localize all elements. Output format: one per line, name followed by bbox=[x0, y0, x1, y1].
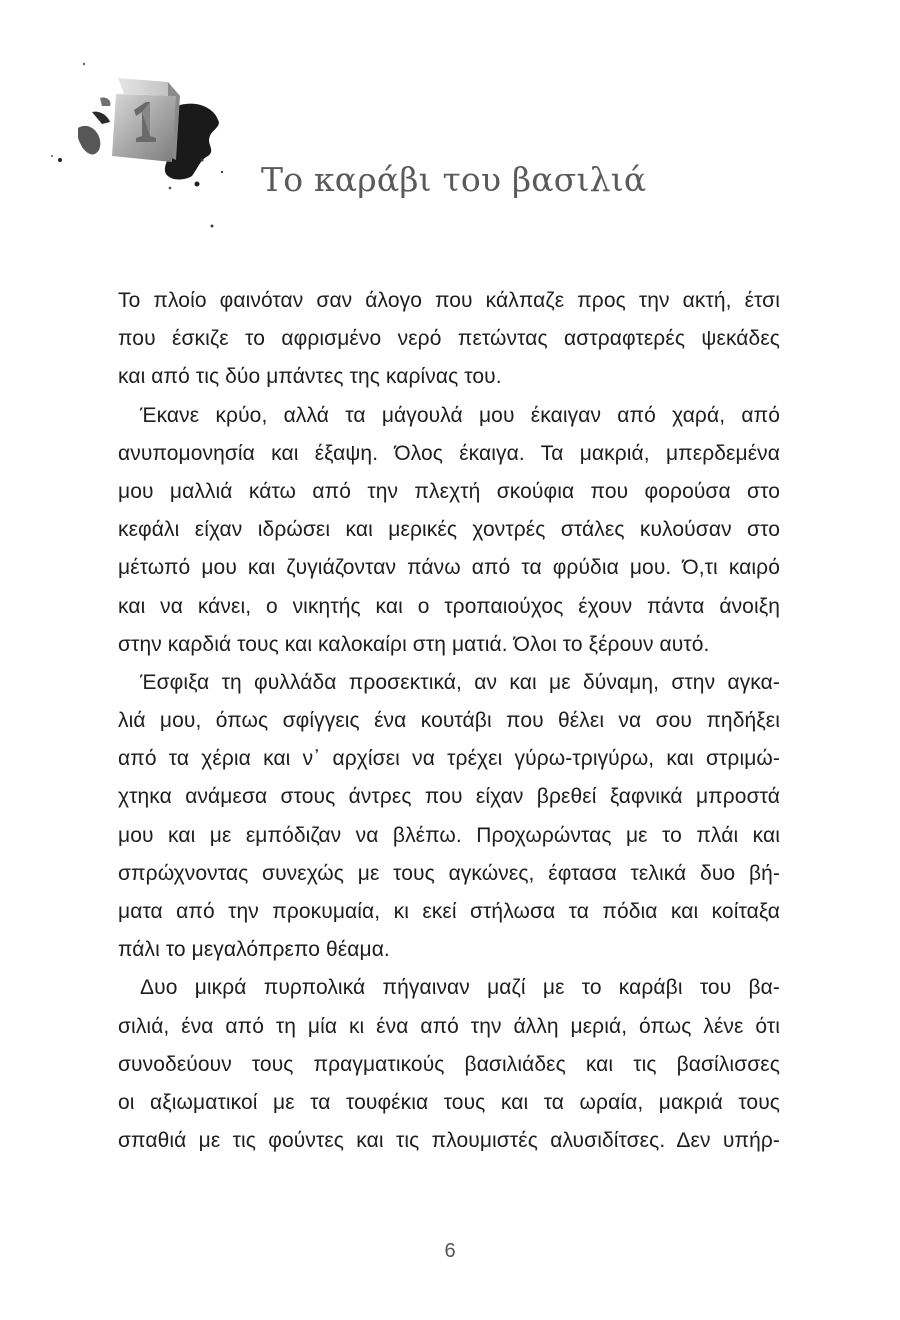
paragraph bbox=[118, 282, 780, 397]
paragraph bbox=[118, 664, 780, 970]
text-line: από τα χέρια και ν᾽ αρχίσει να τρέχει γύρω-τριγύρω, και στριμώ- bbox=[118, 747, 780, 771]
text-line: οι αξιωματικοί με τα τουφέκια τους και τα ωραία, μακριά τους bbox=[118, 1090, 780, 1114]
body-text bbox=[118, 282, 780, 1160]
text-line: ματα από την προκυμαία, κι εκεί στήλωσα τα πόδια και κοίταξα bbox=[118, 900, 780, 923]
text-line: σπαθιά με τις φούντες και τις πλουμιστές αλυσιδίτσες. Δεν υπήρ- bbox=[118, 1129, 780, 1153]
text-line: και από τις δύο μπάντες της καρίνας του. bbox=[118, 365, 502, 389]
chapter-title: Το καράβι του βασιλιά bbox=[261, 160, 647, 199]
text-line: συνοδεύουν τους πραγματικούς βασιλιάδες και τις βασίλισσες bbox=[118, 1052, 780, 1076]
text-line: Έσφιξα τη φυλλάδα προσεκτικά, αν και με δύναμη, στην αγκα- bbox=[140, 670, 780, 694]
text-line: Το πλοίο φαινόταν σαν άλογο που κάλπαζε προς την ακτή, έτσι bbox=[118, 289, 780, 312]
text-line: σπρώχνοντας συνεχώς με τους αγκώνες, έφτασα τελικά δυο βή- bbox=[118, 861, 780, 885]
text-line: Δυο μικρά πυρπολικά πήγαιναν μαζί με το καράβι του βα- bbox=[140, 976, 780, 1000]
chapter-number-emblem bbox=[40, 60, 260, 240]
text-line: σιλιά, ένα από τη μία κι ένα από την άλλη μεριά, όπως λένε ότι bbox=[118, 1014, 780, 1038]
text-line: λιά μου, όπως σφίγγεις ένα κουτάβι που θέλει να σου πηδήξει bbox=[118, 709, 780, 733]
text-line: πάλι το μεγαλόπρεπο θέαμα. bbox=[118, 938, 390, 962]
text-line: και να κάνει, ο νικητής και ο τροπαιούχος έχουν πάντα άνοιξη bbox=[118, 594, 780, 618]
text-line: που έσκιζε το αφρισμένο νερό πετώντας αστραφτερές ψεκάδες bbox=[118, 327, 780, 351]
paragraph bbox=[118, 969, 780, 1160]
text-line: μου και με εμπόδιζαν να βλέπω. Προχωρώντας με το πλάι και bbox=[118, 823, 780, 847]
text-line: μέτωπό μου και ζυγιάζονταν πάνω από τα φρύδια μου. Ό,τι καιρό bbox=[118, 556, 780, 580]
text-line: μου μαλλιά κάτω από την πλεχτή σκούφια που φορούσα στο bbox=[118, 479, 780, 503]
paragraph bbox=[118, 397, 780, 664]
text-line: χτηκα ανάμεσα στους άντρες που είχαν βρεθεί ξαφνικά μπροστά bbox=[118, 785, 780, 809]
text-line: Έκανε κρύο, αλλά τα μάγουλά μου έκαιγαν από χαρά, από bbox=[140, 403, 780, 427]
page-number: 6 bbox=[444, 1240, 456, 1262]
text-line: ανυπομονησία και έξαψη. Όλος έκαιγα. Τα μακριά, μπερδεμένα bbox=[118, 441, 780, 465]
text-line: κεφάλι είχαν ιδρώσει και μερικές χοντρές στάλες κυλούσαν στο bbox=[118, 518, 780, 542]
text-line: στην καρδιά τους και καλοκαίρι στη ματιά. Όλοι το ξέρουν αυτό. bbox=[118, 632, 710, 656]
ink-splatter-type-block-icon bbox=[40, 60, 260, 240]
